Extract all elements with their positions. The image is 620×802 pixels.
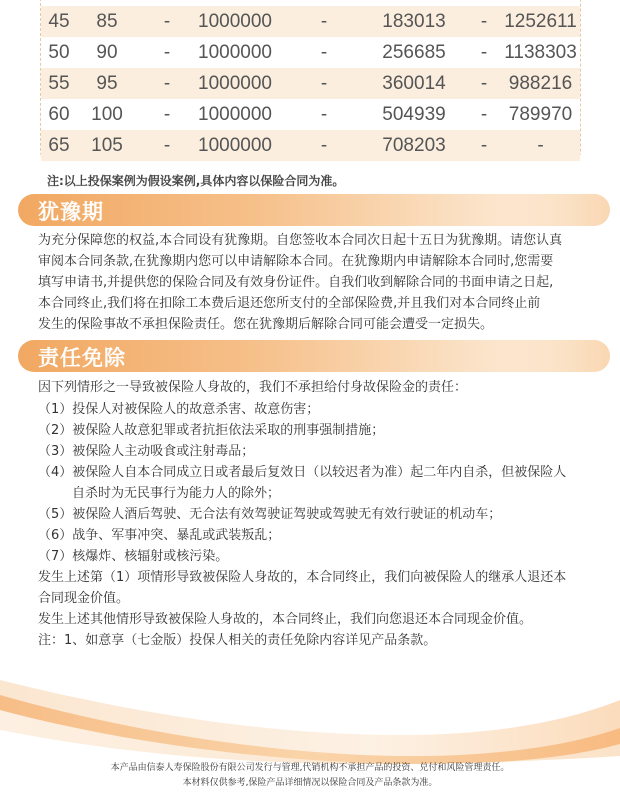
table-cell: 1000000 — [198, 72, 272, 94]
exclusion-text: 发生上述第（1）项情形导致被保险人身故的，本合同终止，我们向被保险人的继承人退还本 — [38, 570, 567, 585]
table-cell: - — [480, 10, 488, 32]
exclusion-item: （1）投保人对被保险人的故意杀害、故意伤害； — [38, 402, 320, 417]
exclusion-item: （7）核爆炸、核辐射或核污染。 — [38, 549, 229, 564]
table-cell: 789970 — [508, 103, 573, 125]
table-cell: 504939 — [382, 103, 446, 125]
table-cell: 65 — [48, 134, 70, 156]
paragraph-line: 为充分保障您的权益,本合同设有犹豫期。自您签收本合同次日起十五日为犹豫期。请您认真 — [38, 233, 563, 248]
table-cell: 183013 — [382, 10, 446, 32]
table-cell: 1138303 — [504, 41, 577, 63]
table-cell: 256685 — [382, 41, 446, 63]
table-cell: 708203 — [382, 134, 446, 156]
table-cell: - — [320, 41, 328, 63]
table-row — [41, 6, 580, 37]
table-cell: - — [163, 41, 171, 63]
exclusion-item: （6）战争、军事冲突、暴乱或武装叛乱； — [38, 528, 281, 543]
illustration-table — [40, 0, 581, 160]
footer-disclaimer-2: 本材料仅供参考,保险产品详细情况以保险合同及产品条款为准。 — [182, 778, 438, 788]
table-row — [41, 68, 580, 99]
footer-disclaimer-1: 本产品由信泰人寿保险股份有限公司发行与管理,代销机构不承担产品的投资、兑付和风险管理责任。 — [110, 763, 510, 773]
exclusion-text: 发生上述其他情形导致被保险人身故的，本合同终止，我们向您退还本合同现金价值。 — [38, 612, 533, 627]
table-cell: 95 — [96, 72, 118, 94]
table-cell: 55 — [48, 72, 70, 94]
table-row — [41, 37, 580, 68]
table-cell: - — [320, 134, 328, 156]
table-cell: - — [320, 10, 328, 32]
table-cell: - — [163, 103, 171, 125]
table-cell: 85 — [96, 10, 118, 32]
table-cell: - — [320, 103, 328, 125]
exclusion-note: 注：1、如意享（七金版）投保人相关的责任免除内容详见产品条款。 — [38, 633, 437, 648]
table-row — [41, 130, 580, 161]
paragraph-line: 本合同终止,我们将在扣除工本费后退还您所支付的全部保险费,并且我们对本合同终止前 — [38, 296, 541, 311]
paragraph-line: 填写申请书,并提供您的保险合同及有效身份证件。自我们收到解除合同的书面申请之日起, — [38, 275, 554, 290]
table-note: 注:以上投保案例为假设案例,具体内容以保险合同为准。 — [47, 174, 345, 188]
table-cell: 360014 — [382, 72, 446, 94]
table-cell: - — [320, 72, 328, 94]
exclusion-item: （3）被保险人主动吸食或注射毒品； — [38, 444, 255, 459]
table-cell: 105 — [91, 134, 123, 156]
table-cell: 1000000 — [198, 41, 272, 63]
paragraph-line: 审阅本合同条款,在犹豫期内您可以申请解除本合同。在犹豫期内申请解除本合同时,您需要 — [38, 254, 554, 269]
table-cell: 50 — [48, 41, 70, 63]
table-cell: - — [480, 103, 488, 125]
exclusion-text: 合同现金价值。 — [38, 591, 130, 606]
table-cell: 988216 — [508, 72, 573, 94]
table-cell: - — [480, 134, 488, 156]
section-title: 责任免除 — [38, 346, 126, 370]
exclusion-item: （5）被保险人酒后驾驶、无合法有效驾驶证驾驶或驾驶无有效行驶证的机动车； — [38, 507, 502, 522]
table-cell: 100 — [91, 103, 123, 125]
section-header-exclusions — [18, 340, 610, 372]
table-cell: 45 — [48, 10, 70, 32]
exclusion-intro: 因下列情形之一导致被保险人身故的，我们不承担给付身故保险金的责任： — [38, 380, 468, 395]
table-cell: 1000000 — [198, 134, 272, 156]
table-cell: 90 — [96, 41, 118, 63]
table-cell: - — [163, 134, 171, 156]
table-cell: 60 — [48, 103, 70, 125]
table-cell: 1000000 — [198, 103, 272, 125]
exclusion-item: （2）被保险人故意犯罪或者抗拒依法采取的刑事强制措施； — [38, 423, 385, 438]
table-cell: - — [480, 41, 488, 63]
table-cell: 1000000 — [198, 10, 272, 32]
section-title: 犹豫期 — [38, 200, 104, 224]
table-cell: - — [537, 134, 544, 156]
table-cell: - — [480, 72, 488, 94]
table-cell: - — [163, 72, 171, 94]
table-row — [41, 99, 580, 130]
paragraph-line: 发生的保险事故不承担保险责任。您在犹豫期后解除合同可能会遭受一定损失。 — [38, 317, 494, 332]
section-header-cooling-off — [18, 194, 610, 226]
table-cell: 1252611 — [504, 10, 577, 32]
table-cell: - — [163, 10, 171, 32]
exclusion-item-continued: 自杀时为无民事行为能力人的除外； — [72, 486, 281, 501]
exclusion-item: （4）被保险人自本合同成立日或者最后复效日（以较迟者为准）起二年内自杀，但被保险人 — [38, 465, 567, 480]
